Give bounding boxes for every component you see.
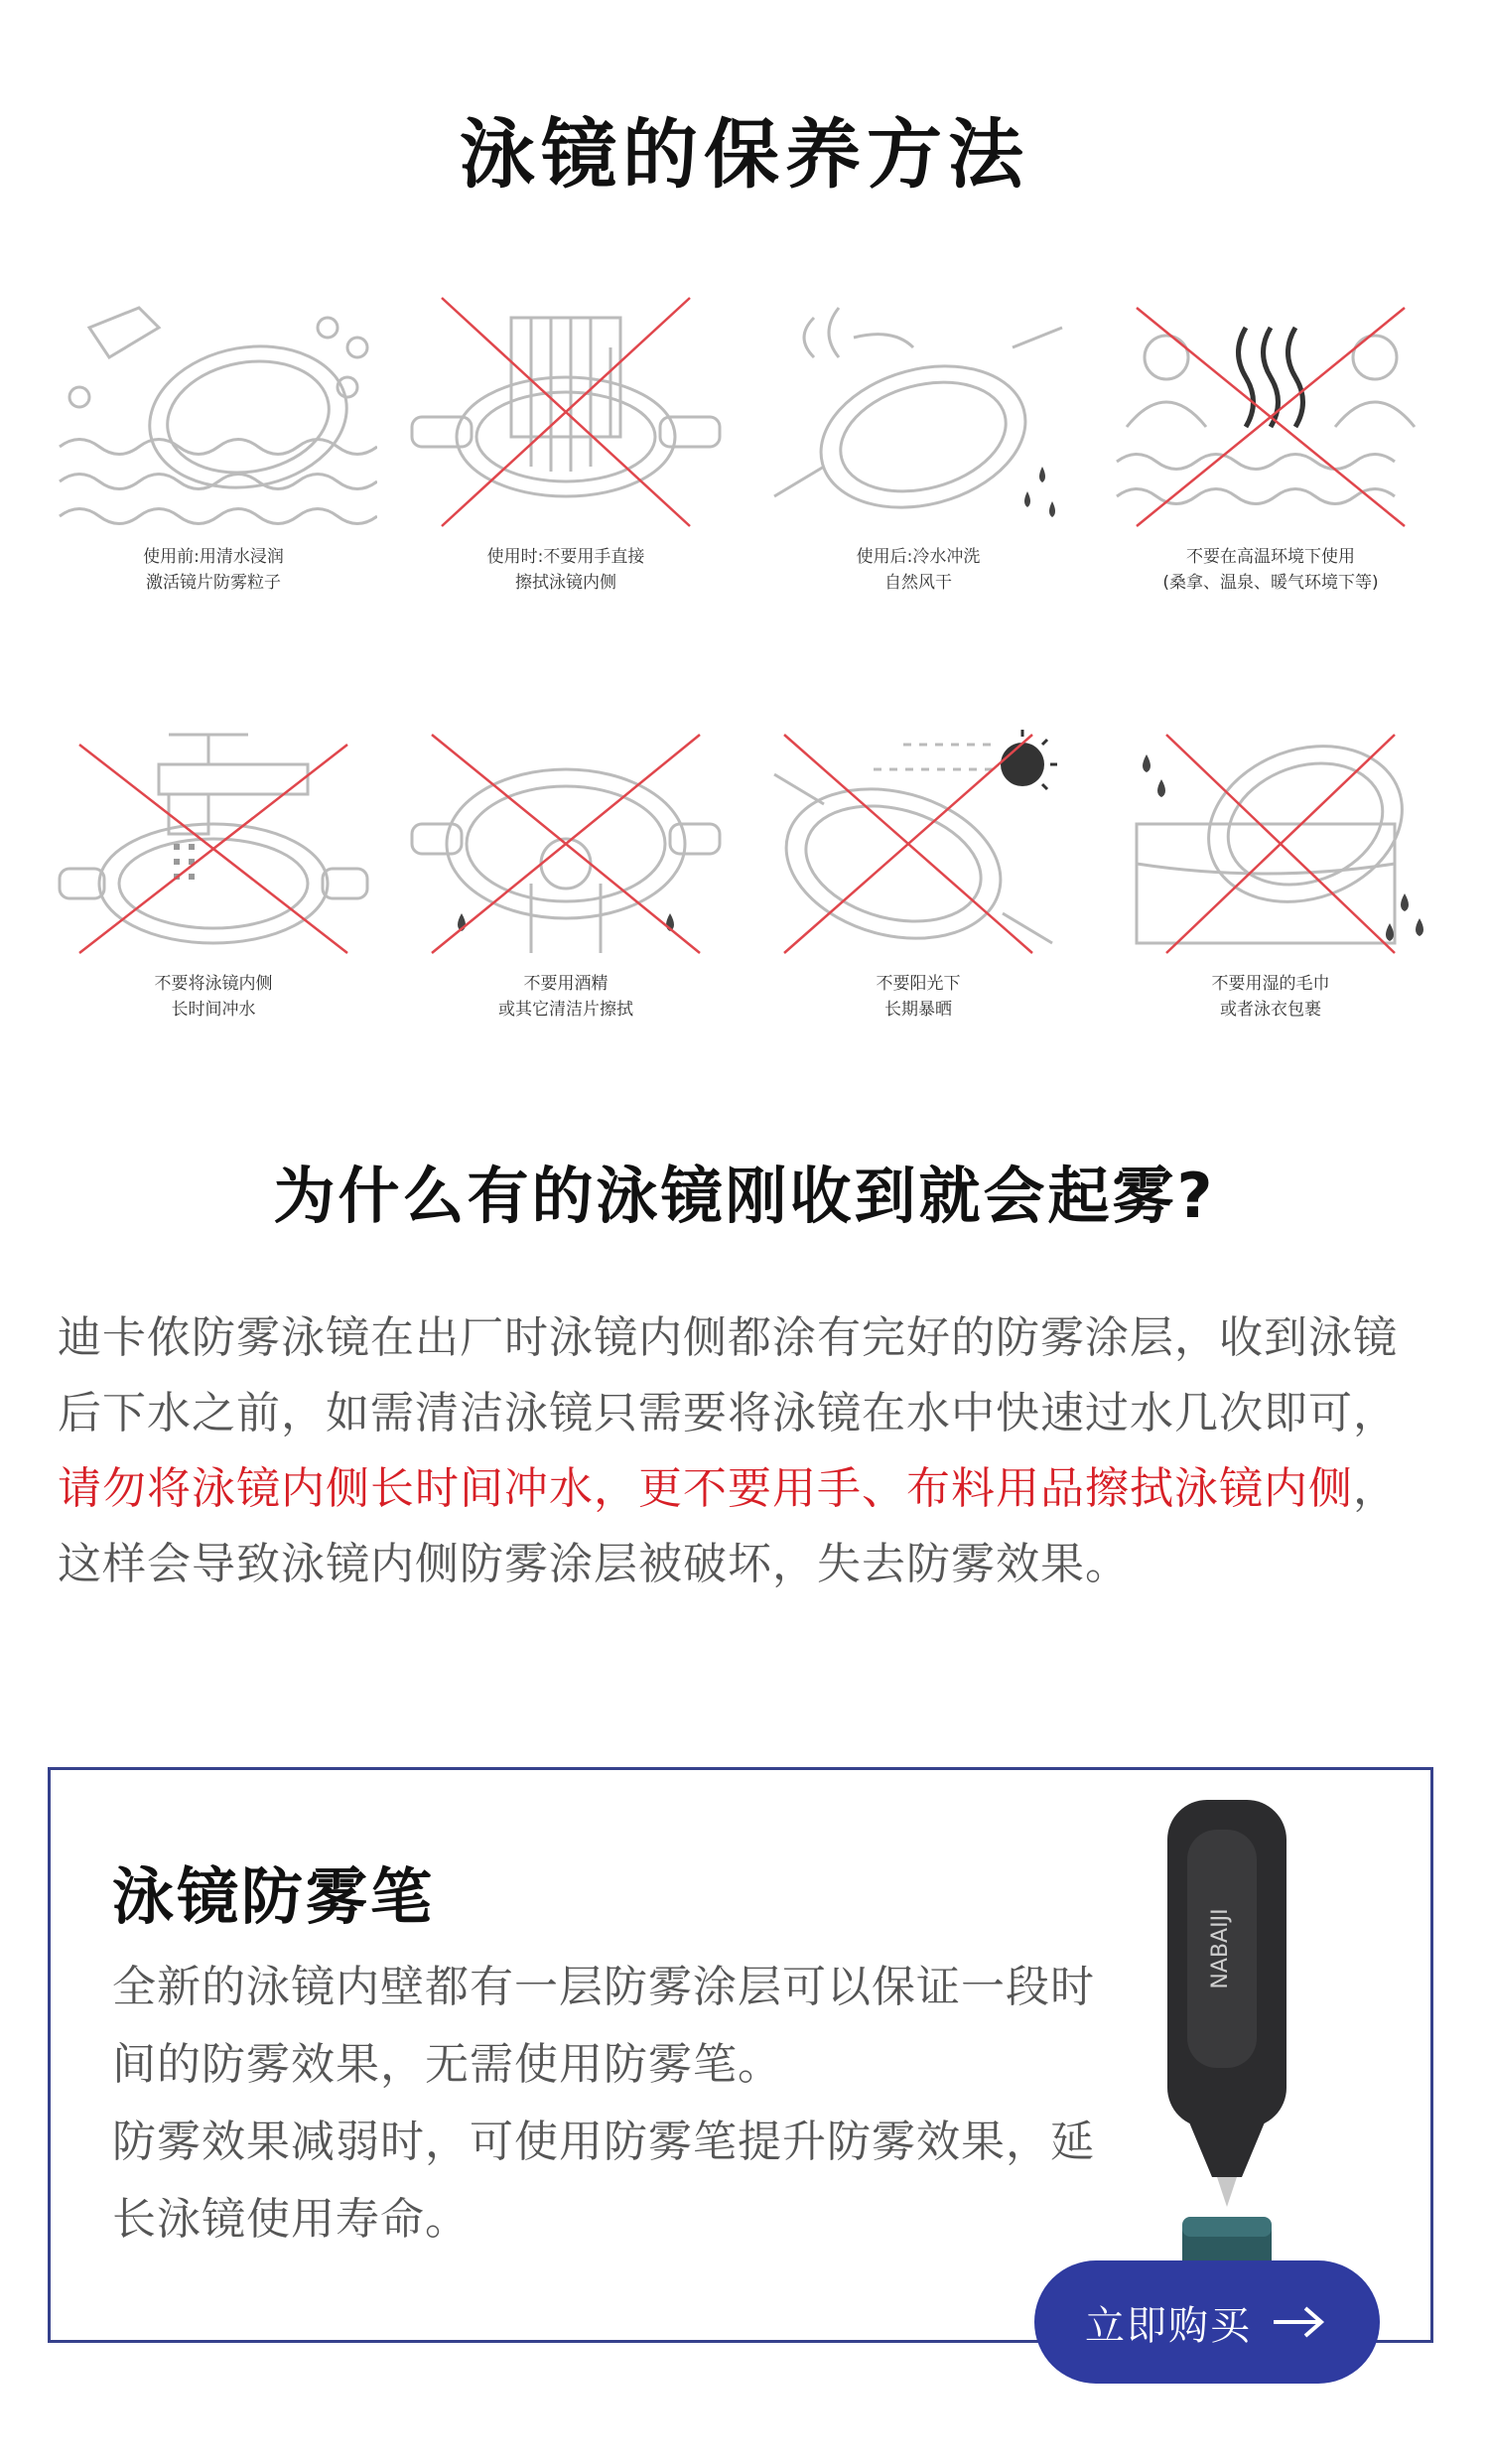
buy-now-label: 立即购买 — [1085, 2302, 1252, 2349]
care-item-caption-line1: 使用前:用清水浸润 — [143, 547, 284, 567]
rinse-air-dry-icon — [754, 288, 1082, 536]
sun-exposure-icon — [754, 715, 1082, 963]
pen-brand-label: NABAIJI — [1208, 1908, 1233, 1989]
care-item-caption-line1: 不要用酒精 — [523, 974, 609, 994]
high-temperature-icon — [1107, 288, 1434, 536]
care-item-caption-line1: 不要将泳镜内侧 — [154, 974, 273, 994]
care-item-no-cleaner — [402, 715, 730, 1023]
goggles-soak-water-icon — [50, 288, 377, 536]
pen-description — [112, 1949, 1105, 2259]
care-item-caption-line2: 擦拭泳镜内侧 — [515, 573, 616, 593]
anti-fog-pen-card — [48, 1767, 1433, 2343]
care-item-soak — [50, 288, 377, 596]
explanation-text-end: ，这样会导致泳镜内侧防雾涂层被破坏，失去防雾效果。 — [58, 1463, 1398, 1589]
warning-text: 请勿将泳镜内侧长时间冲水，更不要用手、布料用品擦拭泳镜内侧 — [58, 1463, 1353, 1514]
care-item-no-hand — [402, 288, 730, 596]
wet-towel-icon — [1107, 715, 1434, 963]
care-item-caption-line1: 不要用湿的毛巾 — [1211, 974, 1330, 994]
care-item-caption-line1: 使用后:冷水冲洗 — [856, 547, 981, 567]
buy-now-button[interactable] — [1034, 2260, 1380, 2384]
care-item-no-faucet — [50, 715, 377, 1023]
pen-desc-line2: 防雾效果减弱时，可使用防雾笔提升防雾效果，延长泳镜使用寿命。 — [112, 2117, 1095, 2245]
page-title: 泳镜的保养方法 — [460, 110, 1029, 199]
explanation-paragraph — [58, 1300, 1437, 1602]
cleaning-wipe-icon — [402, 715, 730, 963]
arrow-right-icon — [1270, 2302, 1329, 2342]
question-title: 为什么有的泳镜刚收到就会起雾? — [273, 1160, 1216, 1232]
pen-title: 泳镜防雾笔 — [112, 1860, 436, 1933]
care-item-caption-line1: 不要阳光下 — [876, 974, 961, 994]
care-item-caption-line1: 使用时:不要用手直接 — [486, 547, 645, 567]
care-item-no-wet-towel — [1107, 715, 1434, 1023]
hand-wipe-lens-icon — [402, 288, 730, 536]
care-item-caption-line2: 长时间冲水 — [171, 1000, 256, 1020]
care-item-rinse-dry — [754, 288, 1082, 596]
care-item-caption-line2: 或其它清洁片擦拭 — [498, 1000, 633, 1020]
care-item-caption-line2: 或者泳衣包裹 — [1220, 1000, 1321, 1020]
care-item-caption-line2: 激活镜片防雾粒子 — [146, 573, 281, 593]
care-item-caption-line2: 自然风干 — [884, 573, 952, 593]
pen-desc-line1: 全新的泳镜内壁都有一层防雾涂层可以保证一段时间的防雾效果，无需使用防雾笔。 — [112, 1962, 1095, 2090]
care-item-no-heat — [1107, 288, 1434, 596]
care-item-caption-line2: 长期暴晒 — [884, 1000, 952, 1020]
explanation-text: 迪卡侬防雾泳镜在出厂时泳镜内侧都涂有完好的防雾涂层，收到泳镜后下水之前，如需清洁泳镜只需要将泳镜在水中快速过水几次即可， — [58, 1312, 1398, 1438]
faucet-rinse-icon — [50, 715, 377, 963]
care-item-caption-line2: (桑拿、温泉、暖气环境下等) — [1162, 573, 1379, 593]
care-item-no-sun — [754, 715, 1082, 1023]
care-item-caption-line1: 不要在高温环境下使用 — [1186, 547, 1355, 567]
